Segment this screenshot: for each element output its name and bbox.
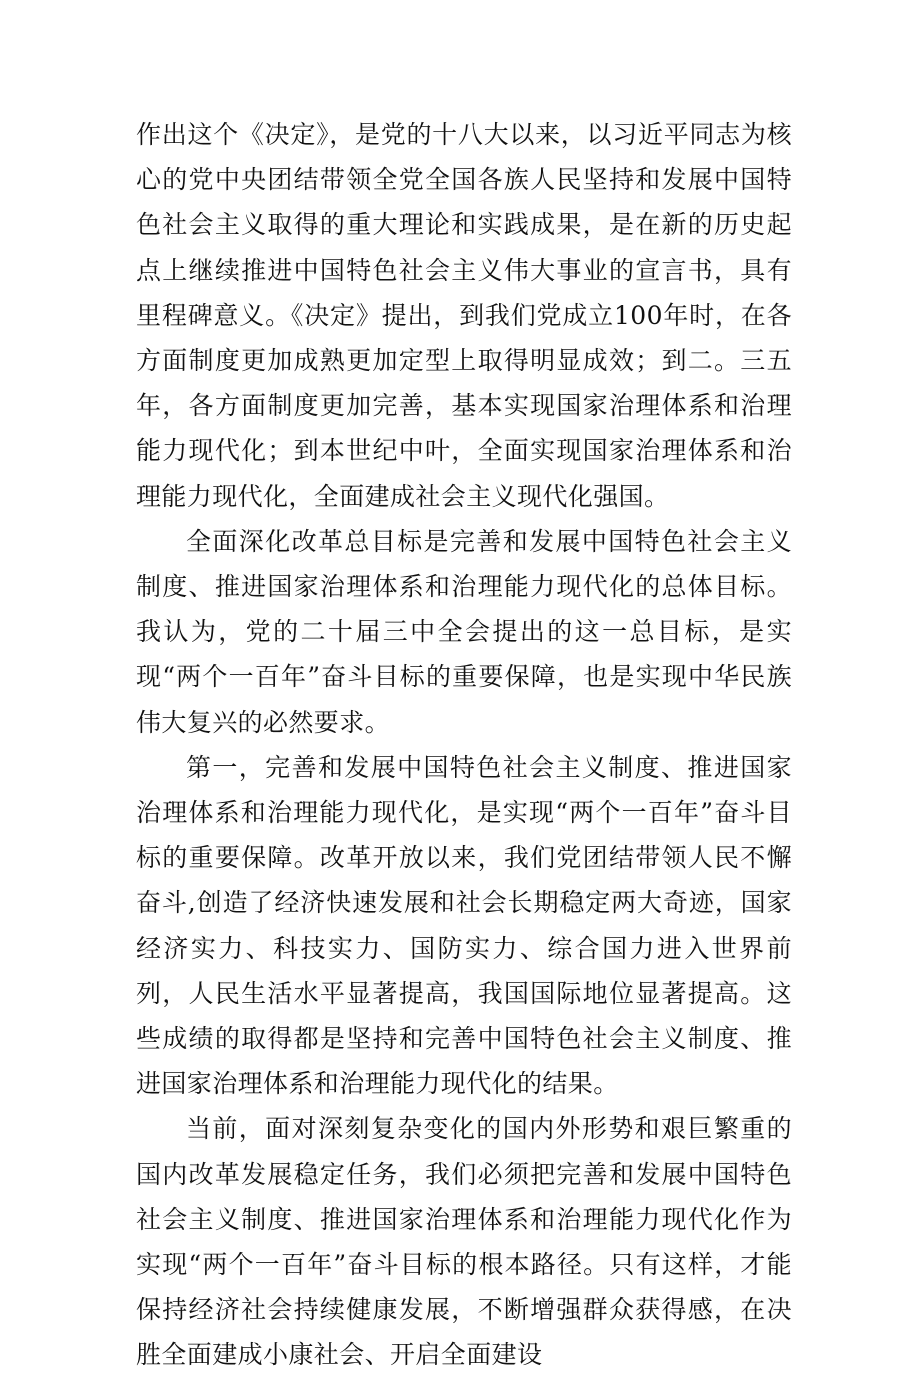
- paragraph-2: 全面深化改革总目标是完善和发展中国特色社会主义制度、推进国家治理体系和治理能力现代化的总体目标。我认为，党的二十届三中全会提出的这一总目标，是实现“两个一百年”奋斗目标的重要保障，也是实现中华民族伟大复兴的必然要求。: [136, 526, 792, 737]
- paragraph-1: 作出这个《决定》，是党的十八大以来，以习近平同志为核心的党中央团结带领全党全国各族人民坚持和发展中国特色社会主义取得的重大理论和实践成果，是在新的历史起点上继续推进中国特色社会主义伟大事业的宣言书，具有里程碑意义。《决定》提出，到我们党成立100年时，在各方面制度更加成熟更加定型上取得明显成效；到二。三五年，各方面制度更加完善，基本实现国家治理体系和治理能力现代化；到本世纪中叶，全面实现国家治理体系和治理能力现代化，全面建成社会主义现代化强国。: [136, 120, 792, 511]
- document-body: [136, 112, 792, 1378]
- paragraph-3: 第一，完善和发展中国特色社会主义制度、推进国家治理体系和治理能力现代化，是实现“两个一百年”奋斗目标的重要保障。改革开放以来，我们党团结带领人民不懈奋斗,创造了经济快速发展和社会长期稳定两大奇迹，国家经济实力、科技实力、国防实力、综合国力进入世界前列，人民生活水平显著提高，我国国际地位显著提高。这些成绩的取得都是坚持和完善中国特色社会主义制度、推进国家治理体系和治理能力现代化的结果。: [136, 752, 792, 1099]
- paragraph-4: 当前，面对深刻复杂变化的国内外形势和艰巨繁重的国内改革发展稳定任务，我们必须把完善和发展中国特色社会主义制度、推进国家治理体系和治理能力现代化作为实现“两个一百年”奋斗目标的根本路径。只有这样，才能保持经济社会持续健康发展，不断增强群众获得感，在决胜全面建成小康社会、开启全面建设: [136, 1114, 792, 1370]
